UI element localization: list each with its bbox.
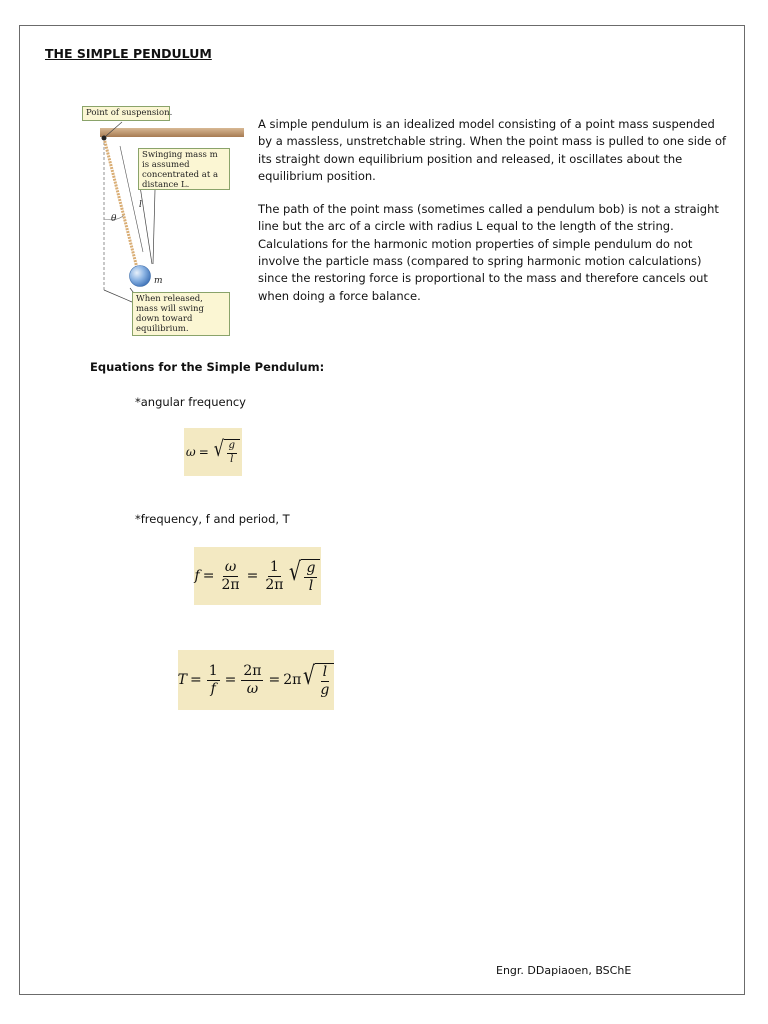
equation-period bbox=[178, 650, 334, 710]
eq2-omega: ω bbox=[224, 558, 237, 575]
eq3-equals-2: = bbox=[224, 672, 237, 688]
callout-release: When released, mass will swing down toward equilibrium. bbox=[132, 292, 230, 336]
ceiling bbox=[100, 128, 244, 137]
callout-pointer-bot-1 bbox=[104, 290, 132, 302]
eq2-one: 1 bbox=[269, 558, 279, 575]
eq2-f: f bbox=[194, 568, 200, 584]
eq3-equals-1: = bbox=[189, 672, 202, 688]
eq3-equals-3: = bbox=[268, 672, 281, 688]
section-heading: Equations for the Simple Pendulum: bbox=[90, 360, 325, 374]
angular-frequency-label: *angular frequency bbox=[135, 395, 246, 409]
eq2-sqrt: √ $\frac{g}{l}$ bbox=[287, 559, 320, 593]
theta-label: θ bbox=[111, 214, 117, 224]
eq2-g: g bbox=[306, 559, 316, 576]
eq2-equals-2: = bbox=[246, 568, 259, 584]
pendulum-bob bbox=[130, 266, 151, 287]
frequency-period-label: *frequency, f and period, T bbox=[135, 512, 290, 526]
document-title: THE SIMPLE PENDULUM bbox=[45, 46, 212, 61]
intro-paragraph-2: The path of the point mass (sometimes called a pendulum bob) is not a straight line but the arc of a circle with radius L equal to the length of the string. Calculations for the harmonic motion properties of simple pendulum do not involve the particle mass (compared to spring harmonic motion calculations) since the restoring force is proportional to the mass and therefore cancels out when doing a force balance. bbox=[258, 202, 719, 303]
eq1-l: l bbox=[230, 453, 234, 465]
callout-suspension: Point of suspension. bbox=[82, 106, 170, 121]
length-label: l bbox=[139, 200, 142, 210]
eq3-two-pi-1: 2π bbox=[243, 662, 262, 679]
eq1-omega: ω bbox=[185, 445, 196, 459]
eq3-g: g bbox=[320, 681, 330, 698]
eq3-sqrt: √ $\frac{l}{g}$ bbox=[301, 663, 334, 697]
equation-angular-frequency bbox=[184, 428, 242, 476]
intro-paragraph-1: A simple pendulum is an idealized model consisting of a point mass suspended by a massless, unstretchable string. When the point mass is pulled to one side of its straight down equilibrium position and released, it oscillates about the equilibrium position. bbox=[258, 117, 727, 183]
eq2-two-pi-1: 2π bbox=[221, 576, 240, 593]
eq3-two-pi-2: 2π bbox=[283, 672, 302, 688]
pendulum-figure bbox=[80, 104, 246, 338]
suspension-point bbox=[102, 136, 107, 141]
callout-swinging-mass: Swinging mass m is assumed concentrated at a distance L. bbox=[138, 148, 230, 190]
intro-text bbox=[258, 116, 728, 321]
eq1-sqrt: √ $\frac{g}{l}$ bbox=[212, 439, 240, 465]
equation-frequency bbox=[194, 547, 321, 605]
eq2-l: l bbox=[308, 577, 314, 594]
eq3-f: f bbox=[210, 680, 216, 697]
eq2-two-pi-2: 2π bbox=[265, 576, 284, 593]
eq3-omega: ω bbox=[246, 680, 259, 697]
eq2-equals-1: = bbox=[202, 568, 215, 584]
callout-pointer-mid-1 bbox=[140, 186, 152, 264]
eq1-g: g bbox=[227, 441, 238, 454]
eq3-one: 1 bbox=[208, 662, 218, 679]
eq3-T: T bbox=[177, 672, 187, 688]
eq3-l: l bbox=[322, 663, 328, 680]
author-footer: Engr. DDapiaoen, BSChE bbox=[496, 964, 632, 977]
callout-pointer-mid-2 bbox=[153, 190, 155, 264]
eq1-equals: = bbox=[198, 445, 209, 459]
mass-label: m bbox=[154, 276, 163, 286]
